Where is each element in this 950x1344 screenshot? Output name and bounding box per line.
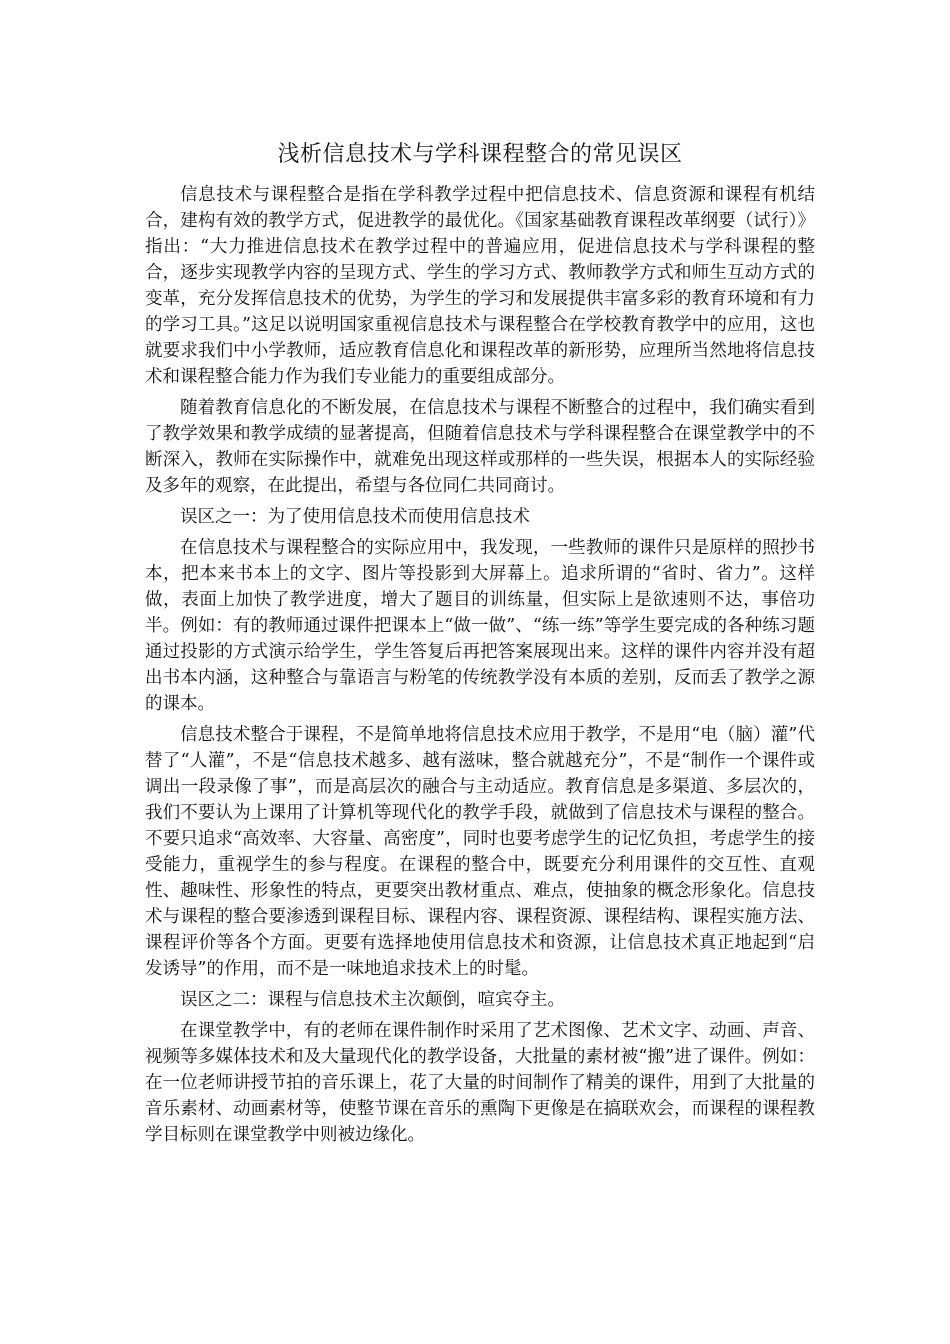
paragraph-misconception-1-analysis: 信息技术整合于课程，不是简单地将信息技术应用于教学，不是用“电（脑）灌”代替了“人灌”，不是“信息技术越多、越有滋味，整合就越充分”，不是“制作一个课件或调出一段录像了事”，而是高层次的融合与主动适应。教育信息是多渠道、多层次的，我们不要认为上课用了计算机等现代化的教学手段，就做到了信息技术与课程的整合。不要只追求“高效率、大容量、高密度”，同时也要考虑学生的记忆负担，考虑学生的接受能力，重视学生的参与程度。在课程的整合中，既要充分利用课件的交互性、直观性、趣味性、形象性的特点，更要突出教材重点、难点，使抽象的概念形象化。信息技术与课程的整合要渗透到课程目标、课程内容、课程资源、课程结构、课程实施方法、课程评价等各个方面。更要有选择地使用信息技术和资源，让信息技术真正地起到“启发诱导”的作用，而不是一味地追求技术上的时髦。 xyxy=(145,725,815,979)
section-heading-misconception-1: 误区之一：为了使用信息技术而使用信息技术 xyxy=(180,507,530,527)
document-page xyxy=(145,140,815,1153)
section-heading-misconception-2: 误区之二：课程与信息技术主次颠倒，喧宾夺主。 xyxy=(180,990,565,1010)
paragraph-misconception-1-example: 在信息技术与课程整合的实际应用中，我发现，一些教师的课件只是原样的照抄书本，把本来书本上的文字、图片等投影到大屏幕上。追求所谓的“省时、省力”。这样做，表面上加快了教学进度，增大了题目的训练量，但实际上是欲速则不达，事倍功半。例如：有的教师通过课件把课本上“做一做”、“练一练”等学生要完成的各种练习题通过投影的方式演示给学生，学生答复后再把答案展现出来。这样的课件内容并没有超出书本内涵，这种整合与靠语言与粉笔的传统教学没有本质的差别，反而丢了教学之源的课本。 xyxy=(145,538,815,714)
paragraph-background: 随着教育信息化的不断发展，在信息技术与课程不断整合的过程中，我们确实看到了教学效果和教学成绩的显著提高，但随着信息技术与学科课程整合在课堂教学中的不断深入，教师在实际操作中，就难免出现这样或那样的一些失误，根据本人的实际经验及多年的观察，在此提出，希望与各位同仁共同商讨。 xyxy=(145,398,815,496)
document-title: 浅析信息技术与学科课程整合的常见误区 xyxy=(277,142,683,167)
paragraph-misconception-2-example: 在课堂教学中，有的老师在课件制作时采用了艺术图像、艺术文字、动画、声音、视频等多媒体技术和及大量现代化的教学设备，大批量的素材被“搬”进了课件。例如：在一位老师讲授节拍的音乐课上，花了大量的时间制作了精美的课件，用到了大批量的音乐素材、动画素材等，使整节课在音乐的熏陶下更像是在搞联欢会，而课程的课程教学目标则在课堂教学中则被边缘化。 xyxy=(145,1021,815,1145)
paragraph-intro: 信息技术与课程整合是指在学科教学过程中把信息技术、信息资源和课程有机结合，建构有效的教学方式，促进教学的最优化。《国家基础教育课程改革纲要（试行）》指出：“大力推进信息技术在教学过程中的普遍应用，促进信息技术与学科课程的整合，逐步实现教学内容的呈现方式、学生的学习方式、教师教学方式和师生互动方式的变革，充分发挥信息技术的优势，为学生的学习和发展提供丰富多彩的教育环境和有力的学习工具。”这足以说明国家重视信息技术与课程整合在学校教育教学中的应用，这也就要求我们中小学教师，适应教育信息化和课程改革的新形势，应理所当然地将信息技术和课程整合能力作为我们专业能力的重要组成部分。 xyxy=(145,185,815,387)
